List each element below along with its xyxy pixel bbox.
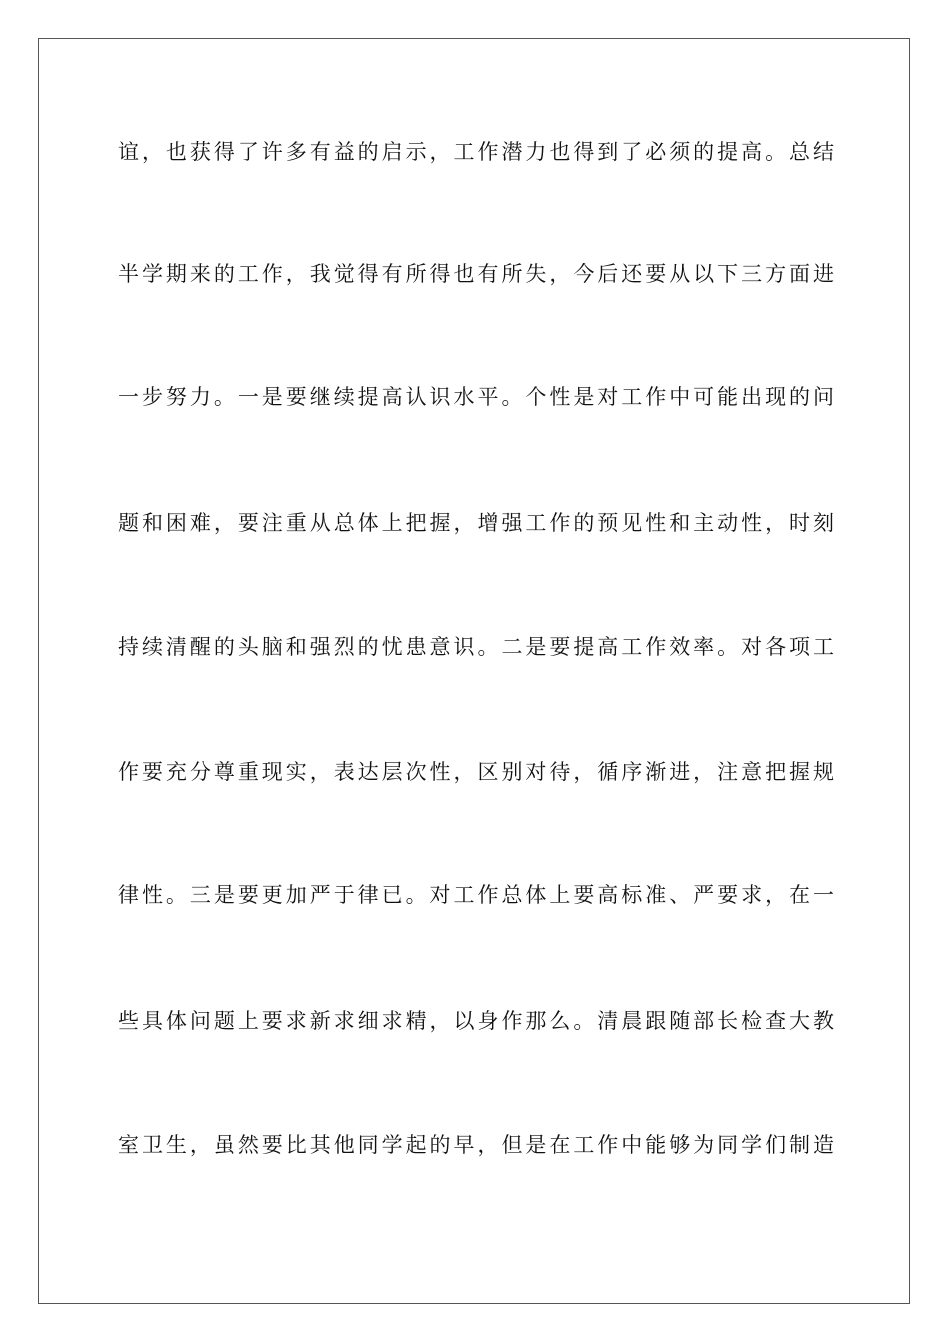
text-line: 谊，也获得了许多有益的启示，工作潜力也得到了必须的提高。总结 [118, 140, 834, 164]
text-line: 室卫生，虽然要比其他同学起的早，但是在工作中能够为同学们制造 [118, 1133, 834, 1157]
text-line: 作要充分尊重现实，表达层次性，区别对待，循序渐进，注意把握规 [118, 760, 834, 784]
text-line: 些具体问题上要求新求细求精，以身作那么。清晨跟随部长检查大教 [118, 1009, 834, 1033]
text-line: 律性。三是要更加严于律已。对工作总体上要高标准、严要求，在一 [118, 883, 834, 907]
text-line: 持续清醒的头脑和强烈的忧患意识。二是要提高工作效率。对各项工 [118, 635, 834, 659]
text-line: 半学期来的工作，我觉得有所得也有所失，今后还要从以下三方面进 [118, 262, 834, 286]
page-border [38, 38, 910, 1304]
text-line: 题和困难，要注重从总体上把握，增强工作的预见性和主动性，时刻 [118, 511, 834, 535]
text-line: 一步努力。一是要继续提高认识水平。个性是对工作中可能出现的问 [118, 385, 834, 409]
